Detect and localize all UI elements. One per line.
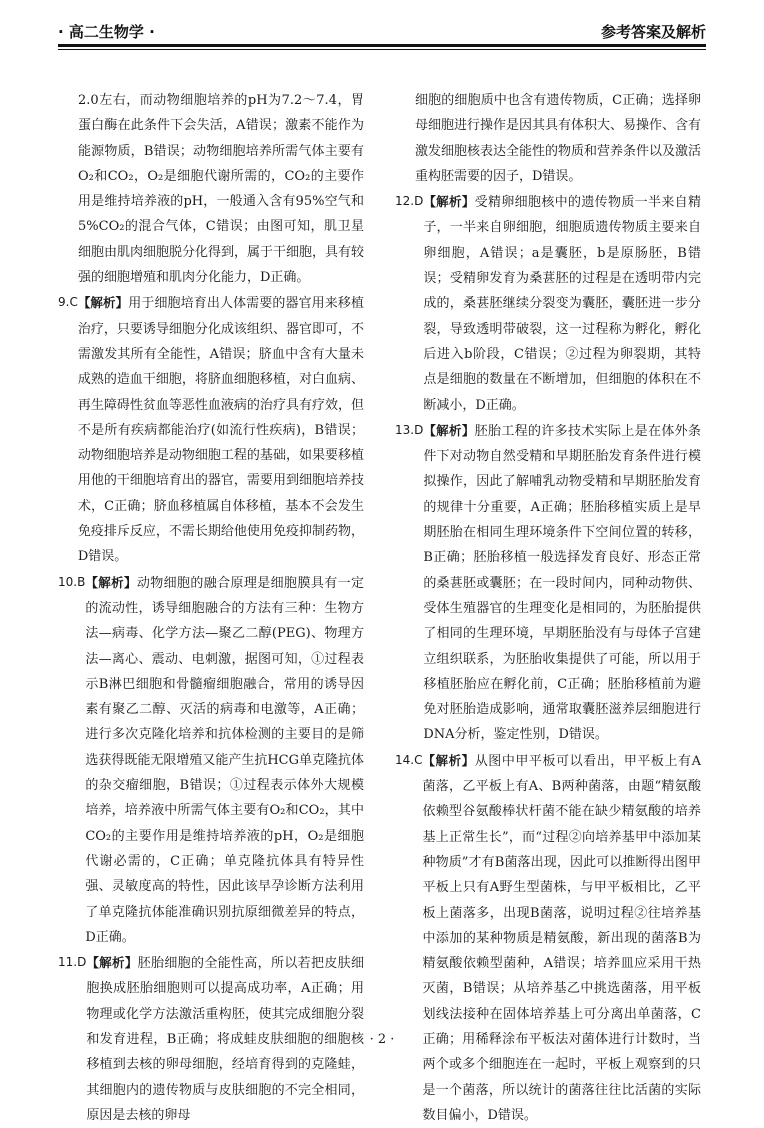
answer-text: 胚胎工程的许多技术实际上是在体外条件下对动物自然受精和早期胚胎发育条件进行模拟操作，因此了解哺乳动物受精和早期胚胎发育的规律十分重要，A正确；胚胎移植实质上是早期胚胎在相同生理环境条件下空间位置的转移，B正确；胚胎移植一般选择发育良好、形态正常的桑葚胚或囊胚；在一段时间内，同种动物供、受体生殖器官的生理变化是相同的，为胚胎提供了相同的生理环境，早期胚胎没有与母体子宫建立组织联系，为胚胎收集提供了可能，所以用于移植胚胎应在孵化前，C正确；胚胎移植前为避免对胚胎造成影响，通常取囊胚滋养层细胞进行DNA分析，鉴定性别，D错误。 (423, 423, 701, 743)
answer-text: 用于细胞培育出人体需要的器官用来移植治疗，只要诱导细胞分化成该组织、器官即可，不需激发其所有全能性，A错误；脐血中含有大量未成熟的造血干细胞，将脐血细胞移植，对白血病、再生障碍性贫血等恶性血液病的治疗具有疗效，但不是所有疾病都能治疗(如流行性疾病)，B错误；动物细胞培养是动物细胞工程的基础，如果要移植用他的干细胞培育出的器官，需要用到细胞培养技术，C正确；脐血移植属自体移植，基本不会发生免疫排斥反应，不需长期给他使用免疫抑制药物，D错误。 (77, 296, 364, 565)
header-title: 参考答案及解析 (600, 23, 706, 41)
analysis-tag: 【解析】 (77, 295, 129, 311)
answer-body (422, 748, 701, 1128)
answer-text: 受精卵细胞核中的遗传物质一半来自精子，一半来自卵细胞，细胞质遗传物质主要来自卵细胞，A错误；a是囊胚，b是原肠胚，B错误；受精卵发育为桑葚胚的过程是在透明带内完成的，桑葚胚继续分裂变为囊胚，囊胚进一步分裂，导致透明带破裂，这一过程称为孵化，孵化后进入b阶段，C错误；②过程为卵裂期，其特点是细胞的数量在不断增加，但细胞的体积在不断减小，D正确。 (423, 195, 701, 413)
analysis-tag: 【解析】 (85, 574, 137, 590)
analysis-tag: 【解析】 (423, 194, 475, 210)
answer-item-12 (395, 189, 701, 418)
answer-number: 9.C (58, 295, 78, 310)
answer-text: 胚胎细胞的全能性高，所以若把皮肤细胞换成胚胎细胞则可以提高成功率，A正确；用物理或化学方法激活重构胚，使其完成细胞分裂和发育进程，B正确；将成蛙皮肤细胞的细胞核移植到去核的卵母细胞，经培育得到的克隆蛙，其细胞内的遗传物质与皮肤细胞的不完全相同，原因是去核的卵母 (86, 956, 364, 1123)
header-subject: · 高二生物学 · (58, 23, 155, 41)
header-rule-thin (58, 49, 706, 50)
header-rule-thick (58, 44, 706, 47)
answer-item-9 (58, 290, 364, 569)
analysis-tag: 【解析】 (86, 955, 138, 971)
analysis-tag: 【解析】 (422, 752, 475, 768)
page-number: · 2 · (369, 1032, 395, 1047)
answer-body (78, 290, 364, 569)
left-column (58, 88, 364, 1128)
answer-number: 12.D (395, 194, 424, 209)
answer-body (423, 189, 701, 418)
answer-text: 从图中甲平板可以看出，甲平板上有A菌落，乙平板上有A、B两种菌落，由题“精氨酸依赖型谷氨酸棒状杆菌不能在缺少精氨酸的培养基上正常生长”，而“过程②向培养基甲中添加某种物质”才有B菌落出现，因此可以推断得出图甲平板上只有A野生型菌株，与甲平板相比，乙平板上菌落多，出现B菌落，说明过程②往培养基中添加的某种物质是精氨酸，新出现的菌落B为精氨酸依赖型菌种，A错误；培养皿应采用干热灭菌，B错误；从培养基乙中挑选菌落，用平板划线法接种在固体培养基上可分离出单菌落，C正确；用稀释涂布平板法对菌体进行计数时，当两个或多个细胞连在一起时，平板上观察到的只是一个菌落，所以统计的菌落往往比活菌的实际数目偏小，D错误。 (422, 753, 701, 1123)
answer-11-continuation: 细胞的细胞质中也含有遗传物质，C正确；选择卵母细胞进行操作是因其具有体积大、易操作、含有激发细胞核表达全能性的物质和营养条件以及激活重构胚需要的因子，D错误。 (415, 93, 702, 184)
answer-number: 11.D (58, 955, 87, 970)
answer-number: 14.C (395, 752, 423, 767)
right-column (395, 88, 701, 1128)
answer-body (85, 570, 364, 950)
answer-body (423, 418, 701, 748)
answer-8-continuation: 2.0左右，而动物细胞培养的pH为7.2～7.4，胃蛋白酶在此条件下会失活，A错误；激素不能作为能源物质，B错误；动物细胞培养所需气体主要有O₂和CO₂，O₂是细胞代谢所需的，CO₂的主要作用是维持培养液的pH，一般通入含有95%空气和5%CO₂的混合气体，C错误；由图可知，肌卫星细胞由肌肉细胞脱分化得到，属于干细胞，具有较强的细胞增殖和肌肉分化能力，D正确。 (78, 93, 365, 286)
page-header (58, 12, 706, 42)
answer-text: 动物细胞的融合原理是细胞膜具有一定的流动性，诱导细胞融合的方法有三种：生物方法—病毒、化学方法—聚乙二醇(PEG)、物理方法—离心、震动、电刺激，据图可知，①过程表示B淋巴细胞和骨髓瘤细胞融合，常用的诱导因素有聚乙二醇、灭活的病毒和电激等，A正确；进行多次克隆化培养和抗体检测的主要目的是筛选获得既能无限增殖又能产生抗HCG单克隆抗体的杂交瘤细胞，B错误；①过程表示体外大规模培养，培养液中所需气体主要有O₂和CO₂，其中CO₂的主要作用是维持培养液的pH，O₂是细胞代谢必需的，C正确；单克隆抗体具有特异性强、灵敏度高的特性，因此该早孕诊断方法利用了单克隆抗体能准确识别抗原细微差异的特点，D正确。 (85, 575, 364, 945)
answer-number: 10.B (58, 574, 86, 589)
answer-item-10 (58, 570, 364, 950)
analysis-tag: 【解析】 (423, 422, 475, 438)
answer-number: 13.D (395, 422, 424, 437)
answer-item-14 (395, 748, 701, 1128)
answer-item-13 (395, 418, 701, 748)
